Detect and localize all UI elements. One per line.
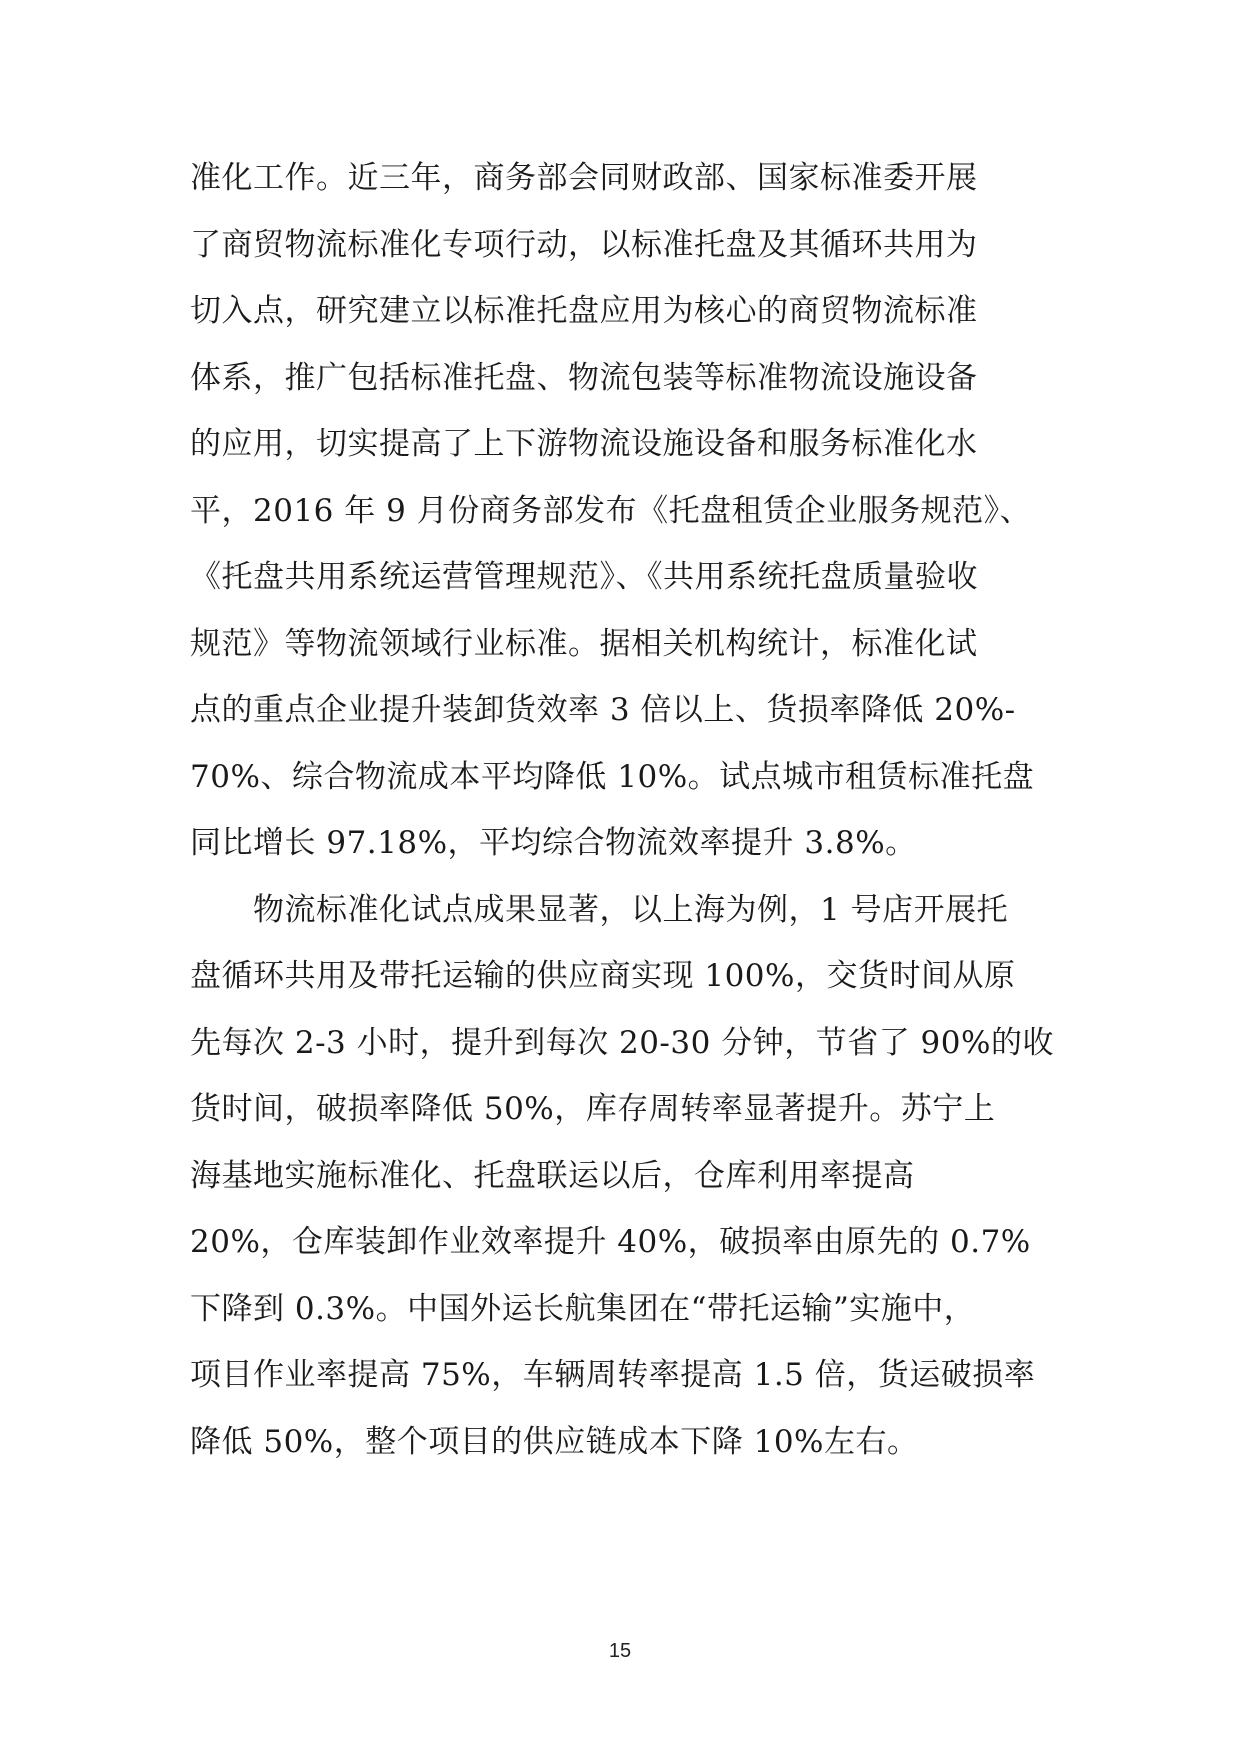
text-line: 70%、综合物流成本平均降低 10%。试点城市租赁标准托盘 <box>190 758 1035 795</box>
text-line: 同比增长 97.18%，平均综合物流效率提升 3.8%。 <box>190 825 917 861</box>
text-line: 规范》等物流领域行业标准。据相关机构统计，标准化试 <box>190 625 978 662</box>
text-line: 物流标准化试点成果显著，以上海为例，1 号店开展托 <box>190 891 1009 928</box>
text-line: 体系，推广包括标准托盘、物流包装等标准物流设施设备 <box>190 359 978 396</box>
text-line: 降低 50%，整个项目的供应链成本下降 10%左右。 <box>190 1423 919 1460</box>
text-line: 下降到 0.3%。中国外运长航集团在“带托运输”实施中， <box>190 1290 976 1327</box>
text-line: 盘循环共用及带托运输的供应商实现 100%，交货时间从原 <box>190 958 1016 994</box>
text-line: 切入点，研究建立以标准托盘应用为核心的商贸物流标准 <box>190 293 978 329</box>
text-line: 的应用，切实提高了上下游物流设施设备和服务标准化水 <box>190 426 978 462</box>
text-line: 点的重点企业提升装卸货效率 3 倍以上、货损率降低 20%- <box>190 692 1016 728</box>
text-line: 准化工作。近三年，商务部会同财政部、国家标准委开展 <box>190 160 978 196</box>
text-line: 货时间，破损率降低 50%，库存周转率显著提升。苏宁上 <box>190 1091 996 1127</box>
body-text <box>190 145 1070 1475</box>
text-line: 《托盘共用系统运营管理规范》、《共用系统托盘质量验收 <box>190 559 978 595</box>
text-line: 海基地实施标准化、托盘联运以后，仓库利用率提高 <box>190 1157 915 1194</box>
text-line: 20%，仓库装卸作业效率提升 40%，破损率由原先的 0.7% <box>190 1224 1031 1260</box>
text-line: 先每次 2-3 小时，提升到每次 20-30 分钟，节省了 90%的收 <box>190 1024 1054 1061</box>
page-number: 15 <box>608 1640 632 1662</box>
text-line: 平，2016 年 9 月份商务部发布《托盘租赁企业服务规范》、 <box>190 492 1032 529</box>
text-line: 了商贸物流标准化专项行动，以标准托盘及其循环共用为 <box>190 226 978 263</box>
text-line: 项目作业率提高 75%，车辆周转率提高 1.5 倍，货运破损率 <box>190 1357 1036 1393</box>
